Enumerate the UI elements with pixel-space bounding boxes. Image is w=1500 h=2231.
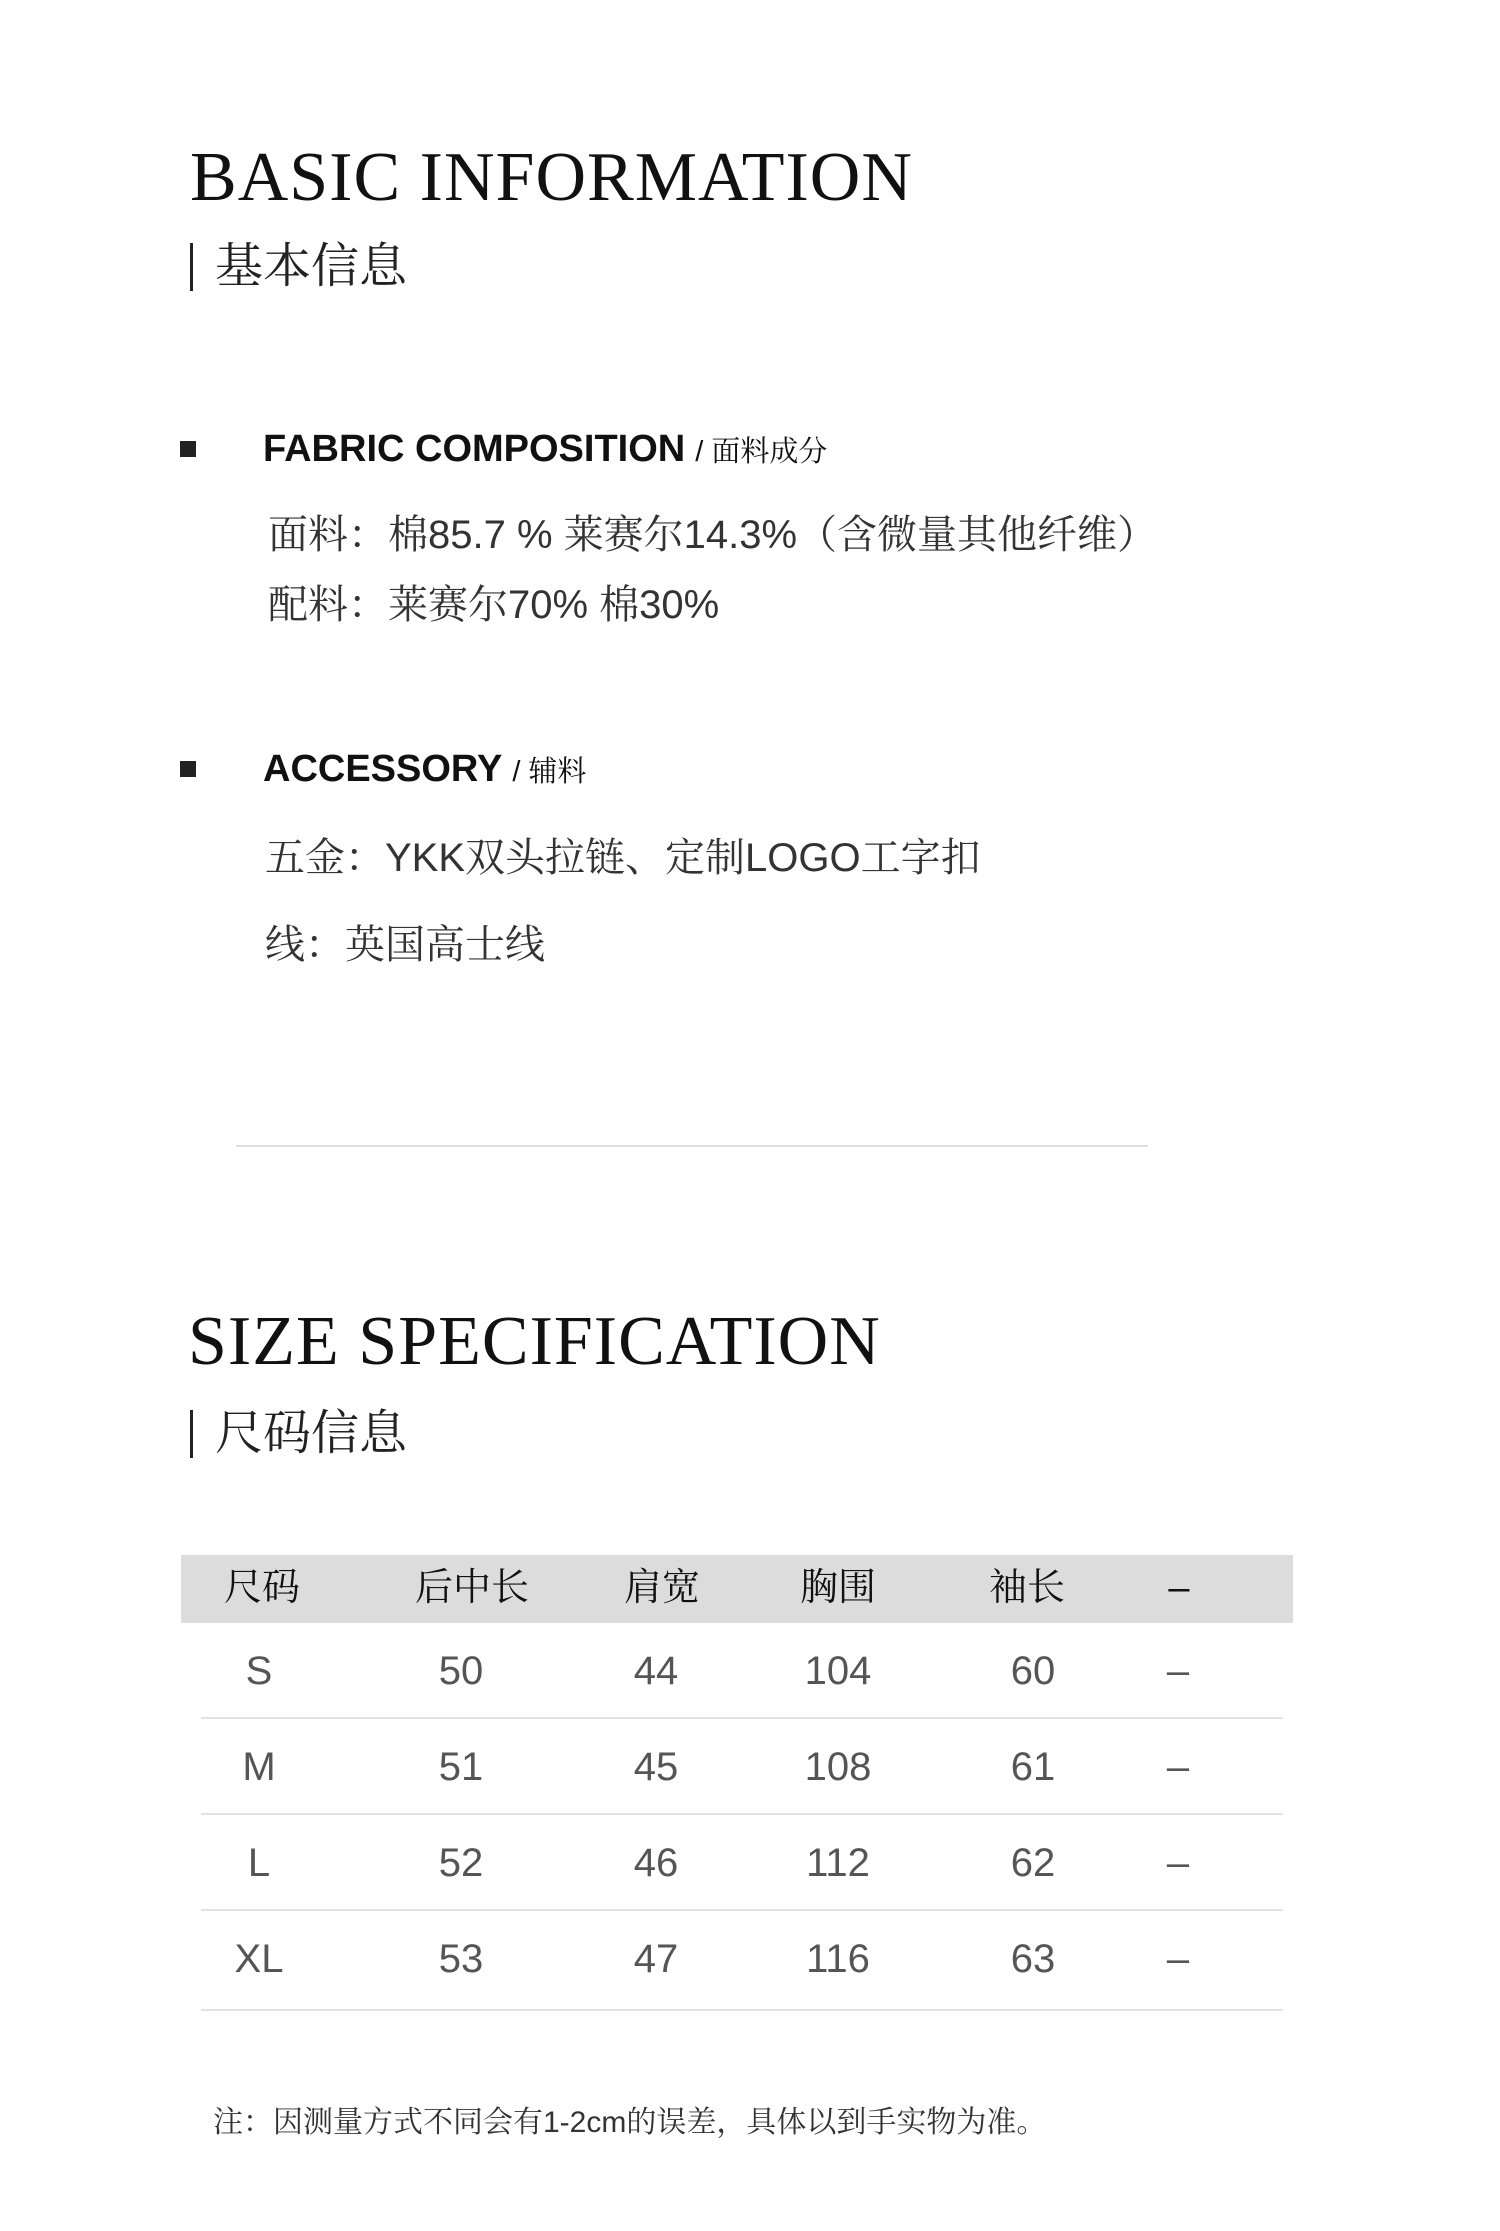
title-bar-divider xyxy=(190,243,193,291)
cell-shoulder: 47 xyxy=(633,1937,679,1981)
cell-back-length: 50 xyxy=(438,1649,484,1693)
cell-shoulder: 46 xyxy=(633,1841,679,1885)
cell-chest: 104 xyxy=(804,1649,872,1693)
cell-size: L xyxy=(247,1841,271,1885)
size-table xyxy=(181,1555,1293,2011)
table-row xyxy=(181,1623,1293,1719)
fabric-line-lining: 配料：莱赛尔70% 棉30% xyxy=(268,583,720,627)
header-extra: – xyxy=(1168,1567,1190,1609)
fabric-line-main: 面料：棉85.7 % 莱赛尔14.3%（含微量其他纤维） xyxy=(268,513,1158,557)
cell-chest: 112 xyxy=(806,1841,870,1885)
accessory-heading-en: ACCESSORY xyxy=(263,748,503,790)
cell-extra: – xyxy=(1166,1649,1190,1693)
cell-size: M xyxy=(242,1745,276,1789)
fabric-bullet-icon xyxy=(180,441,196,457)
cell-back-length: 51 xyxy=(438,1745,484,1789)
header-shoulder: 肩宽 xyxy=(623,1567,701,1609)
cell-shoulder: 44 xyxy=(633,1649,679,1693)
cell-back-length: 53 xyxy=(438,1937,484,1981)
accessory-heading xyxy=(263,748,586,791)
size-spec-subtitle-text: 尺码信息 xyxy=(215,1407,408,1460)
cell-extra: – xyxy=(1166,1841,1190,1885)
table-row xyxy=(181,1911,1293,2011)
accessory-line-hardware: 五金：YKK双头拉链、定制LOGO工字扣 xyxy=(265,836,981,880)
row-divider xyxy=(201,2009,1283,2011)
accessory-line-thread: 线：英国高士线 xyxy=(265,923,545,967)
header-back-length: 后中长 xyxy=(414,1567,530,1609)
cell-chest: 116 xyxy=(806,1937,870,1981)
header-sleeve: 袖长 xyxy=(988,1567,1066,1609)
cell-size: S xyxy=(245,1649,273,1693)
size-spec-subtitle xyxy=(190,1407,408,1460)
cell-chest: 108 xyxy=(804,1745,872,1789)
size-spec-title: SIZE SPECIFICATION xyxy=(188,1303,881,1380)
measurement-note: 注：因测量方式不同会有1-2cm的误差，具体以到手实物为准。 xyxy=(213,2106,1047,2139)
table-header xyxy=(181,1555,1293,1623)
table-row xyxy=(181,1719,1293,1815)
cell-sleeve: 63 xyxy=(1010,1937,1056,1981)
fabric-heading xyxy=(263,428,827,471)
basic-info-subtitle-text: 基本信息 xyxy=(215,240,408,293)
cell-sleeve: 62 xyxy=(1010,1841,1056,1885)
cell-shoulder: 45 xyxy=(633,1745,679,1789)
cell-size: XL xyxy=(234,1937,284,1981)
cell-sleeve: 60 xyxy=(1010,1649,1056,1693)
accessory-heading-cn: / 辅料 xyxy=(512,756,587,788)
cell-extra: – xyxy=(1166,1937,1190,1981)
cell-back-length: 52 xyxy=(438,1841,484,1885)
header-size: 尺码 xyxy=(223,1567,301,1609)
cell-extra: – xyxy=(1166,1745,1190,1789)
basic-info-title: BASIC INFORMATION xyxy=(190,139,913,216)
fabric-heading-en: FABRIC COMPOSITION xyxy=(263,428,686,470)
section-divider xyxy=(236,1145,1148,1147)
table-row xyxy=(181,1815,1293,1911)
fabric-heading-cn: / 面料成分 xyxy=(695,436,828,468)
basic-info-subtitle xyxy=(190,240,408,293)
title-bar-divider xyxy=(190,1410,193,1458)
cell-sleeve: 61 xyxy=(1010,1745,1056,1789)
accessory-bullet-icon xyxy=(180,761,196,777)
header-chest: 胸围 xyxy=(799,1567,877,1609)
